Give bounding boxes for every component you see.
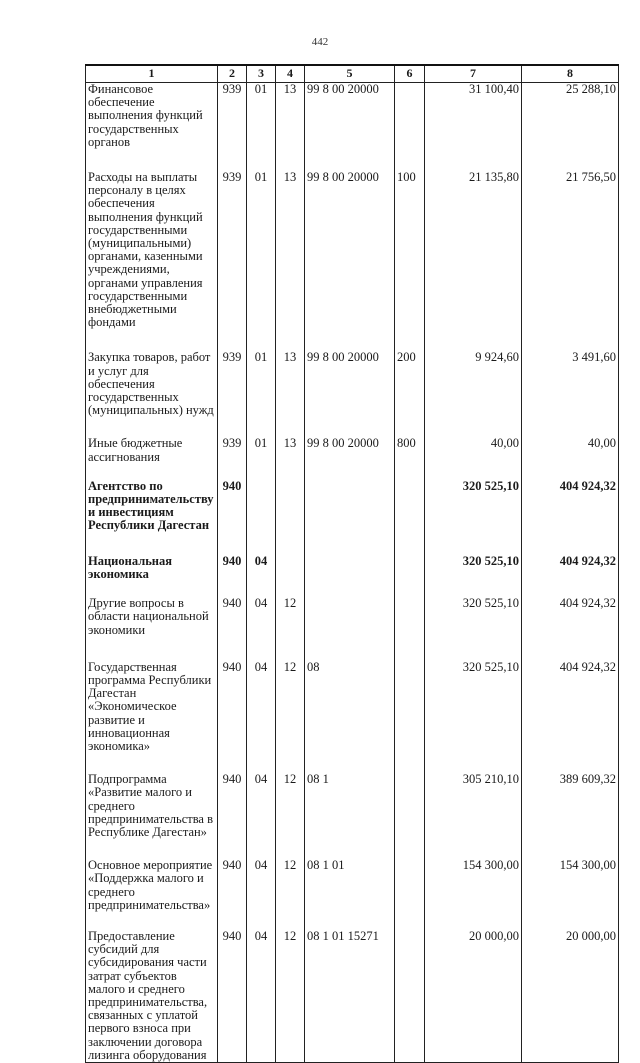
row-cell-col4: 13 bbox=[276, 351, 305, 437]
row-cell-col6 bbox=[395, 480, 425, 555]
row-cell-col5: 08 bbox=[305, 661, 395, 773]
row-cell-col7: 320 525,10 bbox=[425, 661, 522, 773]
row-cell-col5 bbox=[305, 480, 395, 555]
row-cell-col3: 01 bbox=[247, 83, 276, 172]
row-cell-col2: 940 bbox=[218, 480, 247, 555]
row-cell-col7: 305 210,10 bbox=[425, 773, 522, 859]
row-cell-col3: 04 bbox=[247, 930, 276, 1063]
row-cell-col5: 08 1 bbox=[305, 773, 395, 859]
col-header-8: 8 bbox=[522, 65, 619, 83]
row-cell-col3: 04 bbox=[247, 661, 276, 773]
row-cell-col3 bbox=[247, 480, 276, 555]
row-cell-col4: 13 bbox=[276, 171, 305, 351]
row-cell-col5: 99 8 00 20000 bbox=[305, 351, 395, 437]
row-label: Другие вопросы в области национальной экономики bbox=[86, 597, 218, 661]
row-cell-col3: 04 bbox=[247, 597, 276, 661]
row-cell-col8: 404 924,32 bbox=[522, 597, 619, 661]
row-cell-col6: 100 bbox=[395, 171, 425, 351]
row-cell-col8: 404 924,32 bbox=[522, 480, 619, 555]
row-cell-col4: 12 bbox=[276, 930, 305, 1063]
row-cell-col3: 04 bbox=[247, 773, 276, 859]
row-label: Расходы на выплаты персоналу в целях обеспечения выполнения функций государственными (муниципальными) органами, казенными учреждениями, органами управления государственными внебюджетными фондами bbox=[86, 171, 218, 351]
row-cell-col8: 25 288,10 bbox=[522, 83, 619, 172]
row-cell-col8: 21 756,50 bbox=[522, 171, 619, 351]
row-cell-col2: 939 bbox=[218, 171, 247, 351]
row-label: Закупка товаров, работ и услуг для обеспечения государственных (муниципальных) нужд bbox=[86, 351, 218, 437]
table-row bbox=[86, 930, 619, 1063]
row-cell-col7: 31 100,40 bbox=[425, 83, 522, 172]
row-cell-col7: 320 525,10 bbox=[425, 480, 522, 555]
row-cell-col5: 99 8 00 20000 bbox=[305, 171, 395, 351]
row-label: Национальная экономика bbox=[86, 555, 218, 597]
col-header-4: 4 bbox=[276, 65, 305, 83]
row-cell-col2: 940 bbox=[218, 773, 247, 859]
budget-table bbox=[85, 64, 619, 1063]
row-cell-col3: 01 bbox=[247, 437, 276, 479]
table-body bbox=[86, 83, 619, 1063]
row-cell-col5: 99 8 00 20000 bbox=[305, 83, 395, 172]
row-cell-col8: 20 000,00 bbox=[522, 930, 619, 1063]
row-cell-col6 bbox=[395, 597, 425, 661]
row-cell-col4 bbox=[276, 480, 305, 555]
row-label: Государственная программа Республики Дагестан «Экономическое развитие и инновационная экономика» bbox=[86, 661, 218, 773]
row-cell-col4: 12 bbox=[276, 773, 305, 859]
row-cell-col8: 404 924,32 bbox=[522, 555, 619, 597]
row-cell-col2: 939 bbox=[218, 83, 247, 172]
row-cell-col5: 08 1 01 15271 bbox=[305, 930, 395, 1063]
row-label: Подпрограмма «Развитие малого и среднего предпринимательства в Республике Дагестан» bbox=[86, 773, 218, 859]
row-cell-col7: 320 525,10 bbox=[425, 597, 522, 661]
row-cell-col7: 40,00 bbox=[425, 437, 522, 479]
row-cell-col5: 08 1 01 bbox=[305, 859, 395, 930]
row-cell-col8: 154 300,00 bbox=[522, 859, 619, 930]
row-cell-col3: 01 bbox=[247, 171, 276, 351]
row-cell-col7: 320 525,10 bbox=[425, 555, 522, 597]
row-cell-col2: 940 bbox=[218, 661, 247, 773]
row-cell-col7: 20 000,00 bbox=[425, 930, 522, 1063]
row-cell-col4: 12 bbox=[276, 859, 305, 930]
row-cell-col8: 40,00 bbox=[522, 437, 619, 479]
row-cell-col6 bbox=[395, 773, 425, 859]
row-cell-col4: 13 bbox=[276, 437, 305, 479]
row-cell-col8: 389 609,32 bbox=[522, 773, 619, 859]
row-cell-col6 bbox=[395, 661, 425, 773]
row-cell-col5 bbox=[305, 597, 395, 661]
table-row bbox=[86, 351, 619, 437]
col-header-7: 7 bbox=[425, 65, 522, 83]
row-cell-col8: 3 491,60 bbox=[522, 351, 619, 437]
table-row bbox=[86, 661, 619, 773]
row-cell-col4: 12 bbox=[276, 597, 305, 661]
col-header-2: 2 bbox=[218, 65, 247, 83]
table-row bbox=[86, 597, 619, 661]
row-cell-col4: 13 bbox=[276, 83, 305, 172]
row-cell-col7: 21 135,80 bbox=[425, 171, 522, 351]
row-cell-col2: 939 bbox=[218, 437, 247, 479]
row-cell-col3: 04 bbox=[247, 555, 276, 597]
col-header-3: 3 bbox=[247, 65, 276, 83]
row-label: Иные бюджетные ассигнования bbox=[86, 437, 218, 479]
row-cell-col2: 940 bbox=[218, 555, 247, 597]
row-cell-col3: 04 bbox=[247, 859, 276, 930]
page-number: 442 bbox=[311, 36, 329, 48]
row-cell-col2: 940 bbox=[218, 597, 247, 661]
table-row bbox=[86, 171, 619, 351]
row-cell-col2: 939 bbox=[218, 351, 247, 437]
row-label: Финансовое обеспечение выполнения функций государственных органов bbox=[86, 83, 218, 172]
col-header-1: 1 bbox=[86, 65, 218, 83]
row-cell-col7: 9 924,60 bbox=[425, 351, 522, 437]
row-cell-col6 bbox=[395, 83, 425, 172]
row-label: Агентство по предпринимательству и инвестициям Республики Дагестан bbox=[86, 480, 218, 555]
table-row bbox=[86, 859, 619, 930]
table-row bbox=[86, 480, 619, 555]
row-cell-col6: 800 bbox=[395, 437, 425, 479]
row-cell-col6 bbox=[395, 930, 425, 1063]
table-row bbox=[86, 773, 619, 859]
row-cell-col6 bbox=[395, 555, 425, 597]
col-header-5: 5 bbox=[305, 65, 395, 83]
table-row bbox=[86, 437, 619, 479]
row-cell-col3: 01 bbox=[247, 351, 276, 437]
row-cell-col4: 12 bbox=[276, 661, 305, 773]
col-header-6: 6 bbox=[395, 65, 425, 83]
row-cell-col2: 940 bbox=[218, 930, 247, 1063]
row-cell-col5: 99 8 00 20000 bbox=[305, 437, 395, 479]
row-cell-col5 bbox=[305, 555, 395, 597]
row-cell-col7: 154 300,00 bbox=[425, 859, 522, 930]
row-label: Основное мероприятие «Поддержка малого и среднего предпринимательства» bbox=[86, 859, 218, 930]
header-row bbox=[86, 65, 619, 83]
row-label: Предоставление субсидий для субсидирования части затрат субъектов малого и среднего предпринимательства, связанных с уплатой первого взноса при заключении договора лизинга оборудования bbox=[86, 930, 218, 1063]
row-cell-col2: 940 bbox=[218, 859, 247, 930]
row-cell-col6: 200 bbox=[395, 351, 425, 437]
table-row bbox=[86, 83, 619, 172]
row-cell-col4 bbox=[276, 555, 305, 597]
row-cell-col8: 404 924,32 bbox=[522, 661, 619, 773]
row-cell-col6 bbox=[395, 859, 425, 930]
table-row bbox=[86, 555, 619, 597]
